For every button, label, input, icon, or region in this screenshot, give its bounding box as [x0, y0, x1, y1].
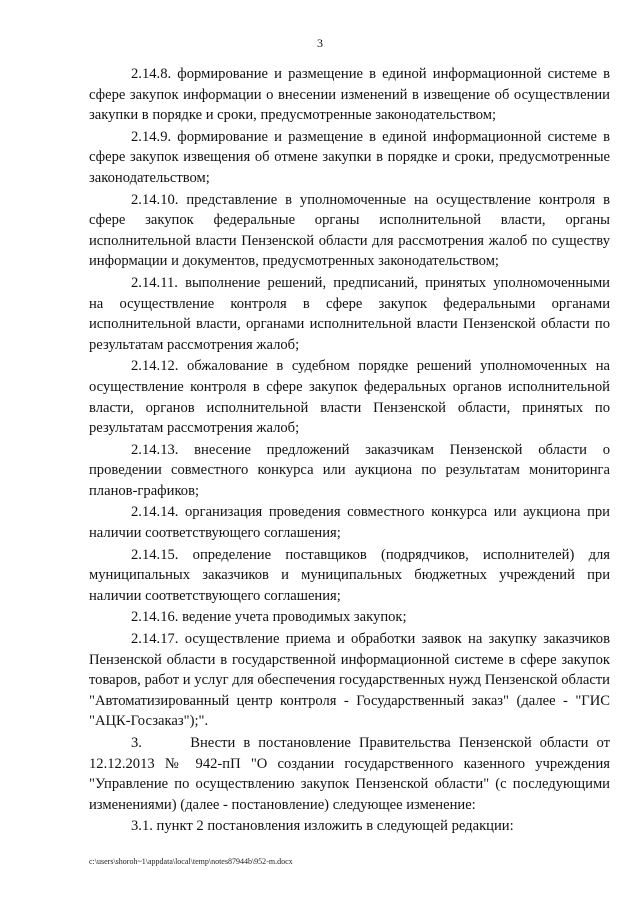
paragraph-2-14-11: 2.14.11. выполнение решений, предписаний, принятых уполномоченными на осуществление контроля в сфере закупок федеральными органами исполнительной власти, органами исполнительной власти Пензенской области по результатам рассмотрения жалоб;	[89, 274, 610, 353]
paragraph-2-14-17: 2.14.17. осуществление приема и обработки заявок на закупку заказчиков Пензенской области в государственной информационной системе в сфере закупок товаров, работ и услуг для обеспечения государственных нужд Пензенской области "Автоматизированный центр контроля - Государственный заказ" (далее - "ГИС "АЦК-Госзаказ");".	[89, 631, 610, 730]
paragraph-2-14-9: 2.14.9. формирование и размещение в единой информационной системе в сфере закупок извещения об отмене закупки в порядке и сроки, предусмотренные законодательством;	[89, 128, 610, 186]
paragraph-3: 3. Внести в постановление Правительства Пензенской области от 12.12.2013 № 942-пП "О создании государственного казенного учреждения "Управление по осуществлению закупок Пензенской области" (с последующими изменениями) (далее - постановление) следующее изменение:	[89, 735, 610, 813]
paragraph-2-14-15: 2.14.15. определение поставщиков (подрядчиков, исполнителей) для муниципальных заказчиков и муниципальных бюджетных учреждений при наличии соответствующего соглашения;	[89, 546, 610, 604]
paragraph-2-14-10: 2.14.10. представление в уполномоченные на осуществление контроля в сфере закупок федеральные органы исполнительной власти, органы исполнительной власти Пензенской области для рассмотрения жалоб по существу информации и документов, предусмотренных законодательством;	[89, 191, 610, 270]
paragraph-2-14-14: 2.14.14. организация проведения совместного конкурса или аукциона при наличии соответствующего соглашения;	[89, 504, 610, 542]
paragraph-2-14-13: 2.14.13. внесение предложений заказчикам Пензенской области о проведении совместного конкурса или аукциона по результатам мониторинга планов-графиков;	[89, 441, 610, 499]
footer-file-path: c:\users\shoroh~1\appdata\local\temp\notes87944b\952-m.docx	[89, 857, 293, 866]
page-number: 3	[317, 36, 323, 50]
paragraph-2-14-12: 2.14.12. обжалование в судебном порядке решений уполномоченных на осуществление контроля в сфере закупок федеральных органов исполнительной власти, органов исполнительной власти Пензенской области, принятых по результатам рассмотрения жалоб;	[89, 358, 610, 437]
document-body	[89, 64, 610, 838]
paragraph-2-14-16: 2.14.16. ведение учета проводимых закупок;	[131, 609, 407, 626]
paragraph-2-14-8: 2.14.8. формирование и размещение в единой информационной системе в сфере закупок информации о внесении изменений в извещение об осуществлении закупки в порядке и сроки, предусмотренные законодательством;	[89, 66, 610, 124]
paragraph-3-1: 3.1. пункт 2 постановления изложить в следующей редакции:	[131, 818, 514, 835]
